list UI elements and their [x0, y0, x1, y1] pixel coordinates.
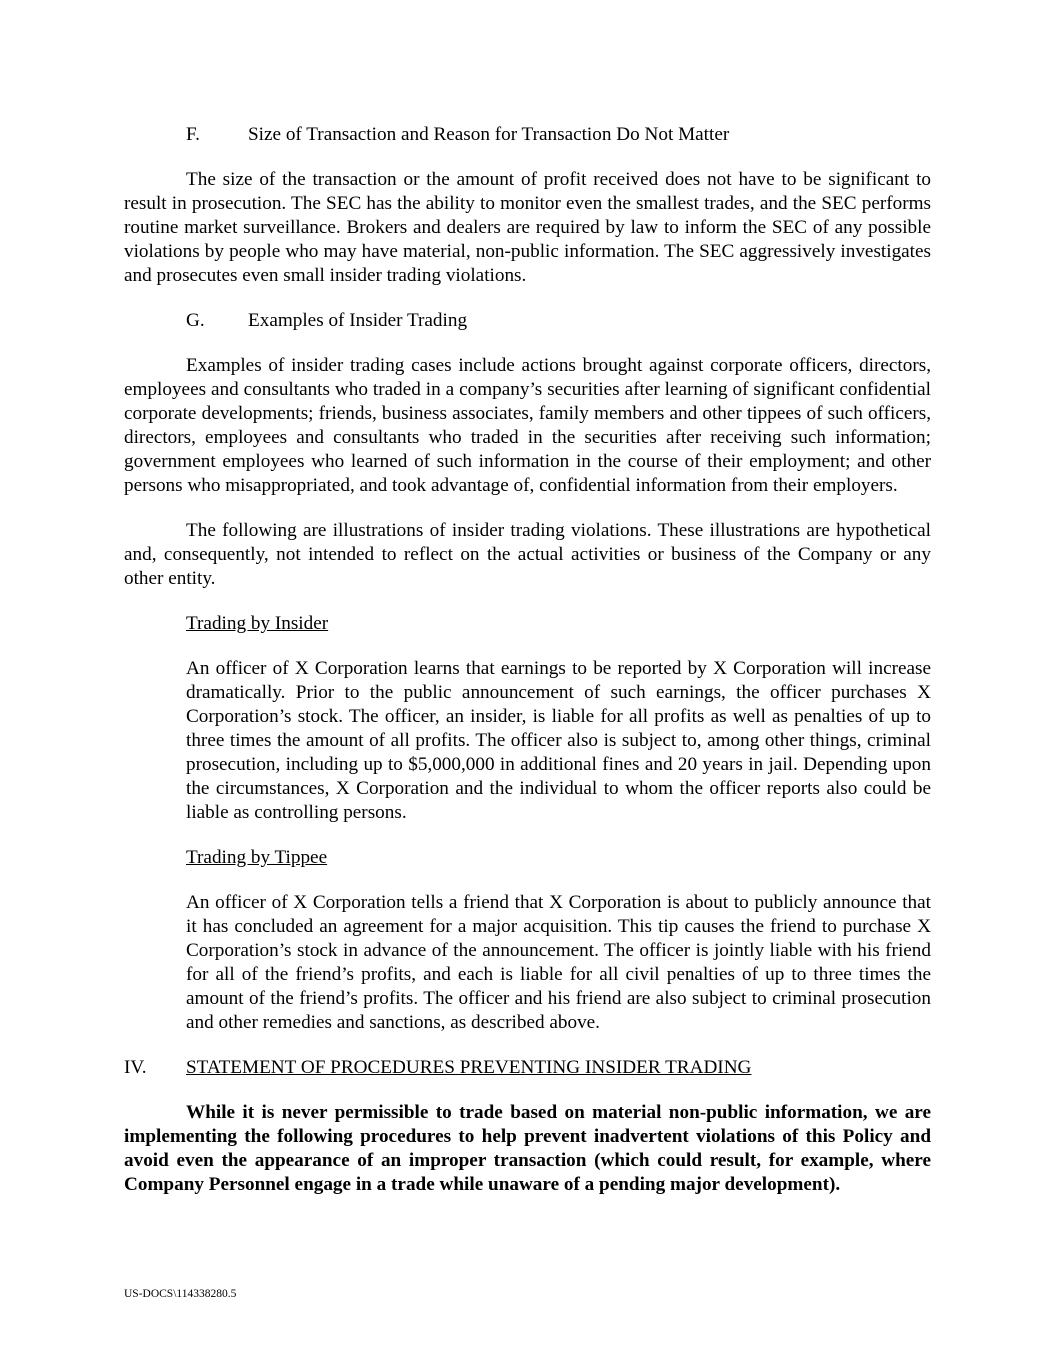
document-page	[124, 123, 931, 1218]
tippee-subheading: Trading by Tippee	[186, 847, 328, 868]
section-iv-title: STATEMENT OF PROCEDURES PREVENTING INSIDER TRADING	[186, 1057, 752, 1078]
section-g-heading	[124, 309, 931, 333]
tippee-example-paragraph: An officer of X Corporation tells a friend that X Corporation is about to publicly announce that it has concluded an agreement for a major acquisition. This tip causes the friend to purchase X Corporation’s stock in advance of the announcement. The officer is jointly liable with his friend for all of the friend’s profits, and each is liable for all civil penalties of up to three times the amount of the friend’s profits. The officer and his friend are also subject to criminal prosecution and other remedies and sanctions, as described above.	[186, 892, 931, 1033]
section-g-number: G.	[186, 310, 205, 331]
section-f-paragraph: The size of the transaction or the amount of profit received does not have to be significant to result in prosecution. The SEC has the ability to monitor even the smallest trades, and the SEC performs routine market surveillance. Brokers and dealers are required by law to inform the SEC of any possible violations by people who may have material, non-public information. The SEC aggressively investigates and prosecutes even small insider trading violations.	[124, 169, 931, 286]
section-f-heading	[124, 123, 931, 147]
document-id-footer: US-DOCS\114338280.5	[124, 1288, 237, 1300]
section-g-title: Examples of Insider Trading	[248, 310, 468, 331]
section-iv-number: IV.	[124, 1057, 147, 1078]
section-f-title: Size of Transaction and Reason for Transaction Do Not Matter	[248, 124, 730, 145]
insider-subheading: Trading by Insider	[186, 613, 329, 634]
section-g-paragraph-1: Examples of insider trading cases include actions brought against corporate officers, directors, employees and consultants who traded in a company’s securities after learning of significant confidential corporate developments; friends, business associates, family members and other tippees of such officers, directors, employees and consultants who traded in the securities after receiving such information; government employees who learned of such information in the course of their employment; and other persons who misappropriated, and took advantage of, confidential information from their employers.	[124, 355, 931, 496]
insider-example-paragraph: An officer of X Corporation learns that earnings to be reported by X Corporation will increase dramatically. Prior to the public announcement of such earnings, the officer purchases X Corporation’s stock. The officer, an insider, is liable for all profits as well as penalties of up to three times the amount of all profits. The officer also is subject to, among other things, criminal prosecution, including up to $5,000,000 in additional fines and 20 years in jail. Depending upon the circumstances, X Corporation and the individual to whom the officer reports also could be liable as controlling persons.	[186, 658, 931, 823]
section-iv-paragraph: While it is never permissible to trade based on material non-public information, we are implementing the following procedures to help prevent inadvertent violations of this Policy and avoid even the appearance of an improper transaction (which could result, for example, where Company Personnel engage in a trade while unaware of a pending major development).	[124, 1102, 931, 1195]
section-g-paragraph-2: The following are illustrations of insider trading violations. These illustrations are hypothetical and, consequently, not intended to reflect on the actual activities or business of the Company or any other entity.	[124, 520, 931, 589]
section-iv-heading	[124, 1056, 931, 1080]
section-f-number: F.	[186, 124, 200, 145]
